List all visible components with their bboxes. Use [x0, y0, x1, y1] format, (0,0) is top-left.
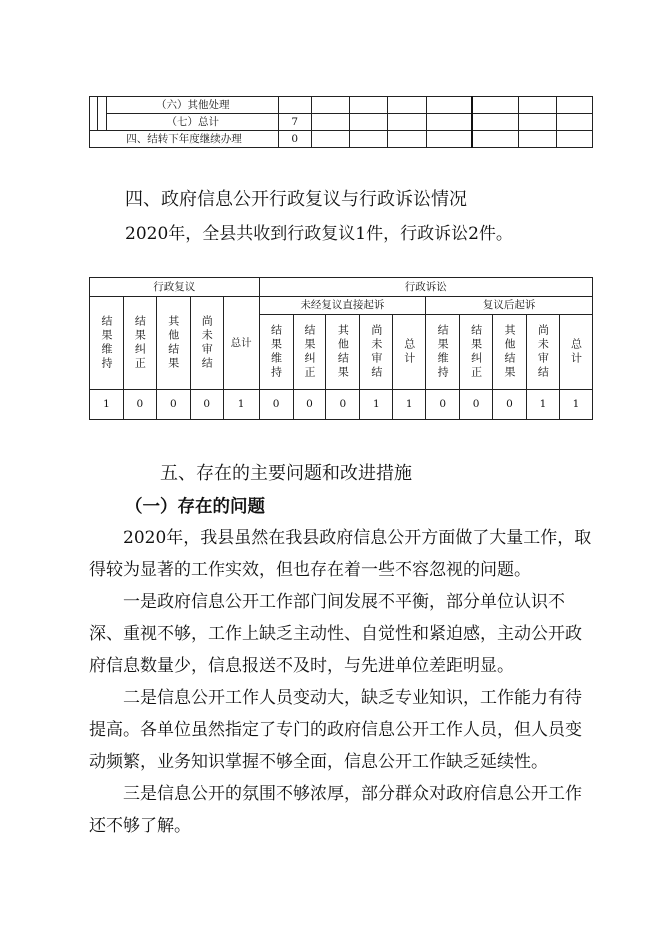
col-pending: 尚未审结: [536, 324, 550, 380]
table-row: [90, 97, 593, 114]
value-cell: 0: [493, 390, 527, 420]
col-upheld: 结果维持: [99, 315, 113, 371]
value-cell: 1: [90, 390, 124, 420]
row-total: [278, 97, 311, 114]
paragraph: 2020年，我县虽然在我县政府信息公开方面做了大量工作，取得较为显著的工作实效，但也存在着一些不容忽视的问题。: [89, 528, 592, 580]
row-label: 四、结转下年度继续办理: [90, 131, 279, 148]
value-cell: 0: [123, 390, 156, 420]
row-total: 0: [278, 131, 311, 148]
paragraph: 二是信息公开工作人员变动大，缺乏专业知识，工作能力有待提高。各单位虽然指定了专门的政府信息公开工作人员，但人员变动频繁，业务知识掌握不够全面，信息公开工作缺乏延续性。: [89, 688, 582, 772]
value-cell: 1: [360, 390, 393, 420]
direct-suit-header: 未经复议直接起诉: [259, 297, 426, 315]
table-row: [90, 114, 593, 131]
value-cell: 1: [393, 390, 426, 420]
paragraph: 一是政府信息公开工作部门间发展不平衡，部分单位认识不深、重视不够，工作上缺乏主动性、自觉性和紧迫感，主动公开政府信息数量少，信息报送不及时，与先进单位差距明显。: [89, 592, 582, 676]
value-cell: 0: [460, 390, 493, 420]
value-cell: 0: [190, 390, 223, 420]
row-label: （六）其他处理: [107, 97, 278, 114]
review-litigation-table: [89, 277, 593, 420]
table-row: [90, 390, 593, 420]
col-other: 其他结果: [166, 315, 180, 371]
row-label: （七）总计: [107, 114, 278, 131]
col-total: 总计: [223, 297, 259, 390]
admin-review-header: 行政复议: [90, 278, 260, 297]
value-cell: 0: [259, 390, 293, 420]
col-total: 总计: [569, 338, 583, 366]
paragraph: 三是信息公开的氛围不够浓厚，部分群众对政府信息公开工作还不够了解。: [89, 784, 582, 836]
col-corrected: 结果纠正: [469, 324, 483, 380]
disposition-table: [89, 96, 593, 148]
col-upheld: 结果维持: [436, 324, 450, 380]
section4-summary: 2020年，全县共收到行政复议1件，行政诉讼2件。: [125, 224, 513, 244]
section5-subheading: （一）存在的问题: [125, 497, 265, 517]
section4-heading: 四、政府信息公开行政复议与行政诉讼情况: [125, 189, 467, 210]
col-other: 其他结果: [336, 324, 350, 380]
value-cell: 0: [156, 390, 190, 420]
value-cell: 1: [223, 390, 259, 420]
table-row: [90, 131, 593, 148]
col-pending: 尚未审结: [200, 315, 214, 371]
col-pending: 尚未审结: [369, 324, 383, 380]
value-cell: 1: [526, 390, 559, 420]
row-total: 7: [278, 114, 311, 131]
col-other: 其他结果: [503, 324, 516, 380]
value-cell: 0: [426, 390, 460, 420]
after-review-header: 复议后起诉: [426, 297, 593, 315]
value-cell: 1: [559, 390, 592, 420]
litigation-header: 行政诉讼: [259, 278, 592, 297]
section5-heading: 五、存在的主要问题和改进措施: [160, 463, 412, 484]
col-total: 总计: [402, 338, 416, 366]
col-upheld: 结果维持: [269, 324, 283, 380]
value-cell: 0: [326, 390, 360, 420]
col-corrected: 结果纠正: [302, 324, 316, 380]
col-corrected: 结果纠正: [133, 315, 147, 371]
value-cell: 0: [293, 390, 326, 420]
